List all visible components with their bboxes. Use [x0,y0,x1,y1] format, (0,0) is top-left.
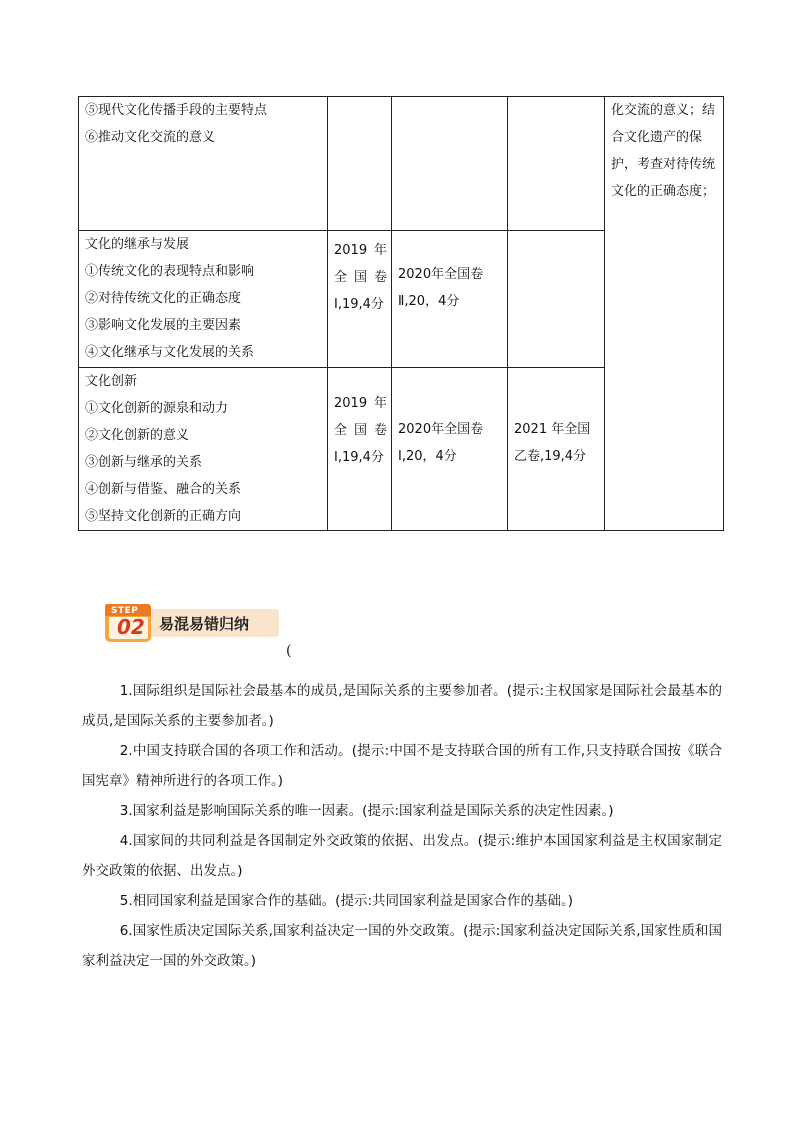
stray-parenthesis: ( [286,643,292,659]
exam-2020-cell: 2020年全国卷Ⅱ,20，4分 [392,231,508,368]
topic-item: ①文化创新的源泉和动力 [85,401,229,416]
topic-item: ③创新与继承的关系 [85,455,203,470]
topic-item: ③影响文化发展的主要因素 [85,318,242,333]
topic-item: ①传统文化的表现特点和影响 [85,264,255,279]
exam-2019-cell: 2019 年全国卷Ⅰ,19,4分 [328,231,392,368]
list-item: 6.国家性质决定国际关系,国家利益决定一国的外交政策。(提示:国家利益决定国际关系,国家性质和国家利益决定一国的外交政策。) [82,923,722,969]
step-label: STEP [111,606,139,616]
table-row [79,97,724,231]
step-number: 02 [117,615,145,639]
topic-item: ⑤坚持文化创新的正确方向 [85,509,242,524]
list-item: 3.国家利益是影响国际关系的唯一因素。(提示:国家利益是国际关系的决定性因素。) [119,803,614,819]
topic-item: ②文化创新的意义 [85,428,190,443]
topic-item: ④文化继承与文化发展的关系 [85,345,255,360]
remark-cell: 化交流的意义；结合文化遗产的保护，考查对待传统文化的正确态度； [605,97,724,531]
review-table [78,96,724,531]
topic-item: ②对待传统文化的正确态度 [85,291,242,306]
list-item: 4.国家间的共同利益是各国制定外交政策的依据、出发点。(提示:维护本国国家利益是主权国家制定外交政策的依据、出发点。) [82,833,722,879]
exam-2019-cell: 2019 年全国卷Ⅰ,19,4分 [328,368,392,531]
exam-2021-cell: 2021 年全国乙卷,19,4分 [508,368,605,531]
topic-cell [79,368,328,531]
topic-title: 文化创新 [85,374,138,389]
exam-cell [508,97,605,231]
topic-item: ⑤现代文化传播手段的主要特点 [85,103,268,118]
topic-item: ⑥推动文化交流的意义 [85,130,216,145]
topic-cell [79,97,328,231]
exam-cell [392,97,508,231]
error-list [82,676,722,976]
section-title: 易混易错归纳 [159,615,250,633]
exam-2020-cell: 2020年全国卷Ⅰ,20，4分 [392,368,508,531]
step-banner [103,602,281,644]
topic-title: 文化的继承与发展 [85,237,190,252]
topic-cell [79,231,328,368]
list-item: 2.中国支持联合国的各项工作和活动。(提示:中国不是支持联合国的所有工作,只支持联合国按《联合国宪章》精神所进行的各项工作。) [82,743,722,789]
exam-cell [508,231,605,368]
topic-item: ④创新与借鉴、融合的关系 [85,482,242,497]
list-item: 5.相同国家利益是国家合作的基础。(提示:共同国家利益是国家合作的基础。) [119,893,574,909]
exam-cell [328,97,392,231]
list-item: 1.国际组织是国际社会最基本的成员,是国际关系的主要参加者。(提示:主权国家是国际社会最基本的成员,是国际关系的主要参加者。) [82,683,722,729]
